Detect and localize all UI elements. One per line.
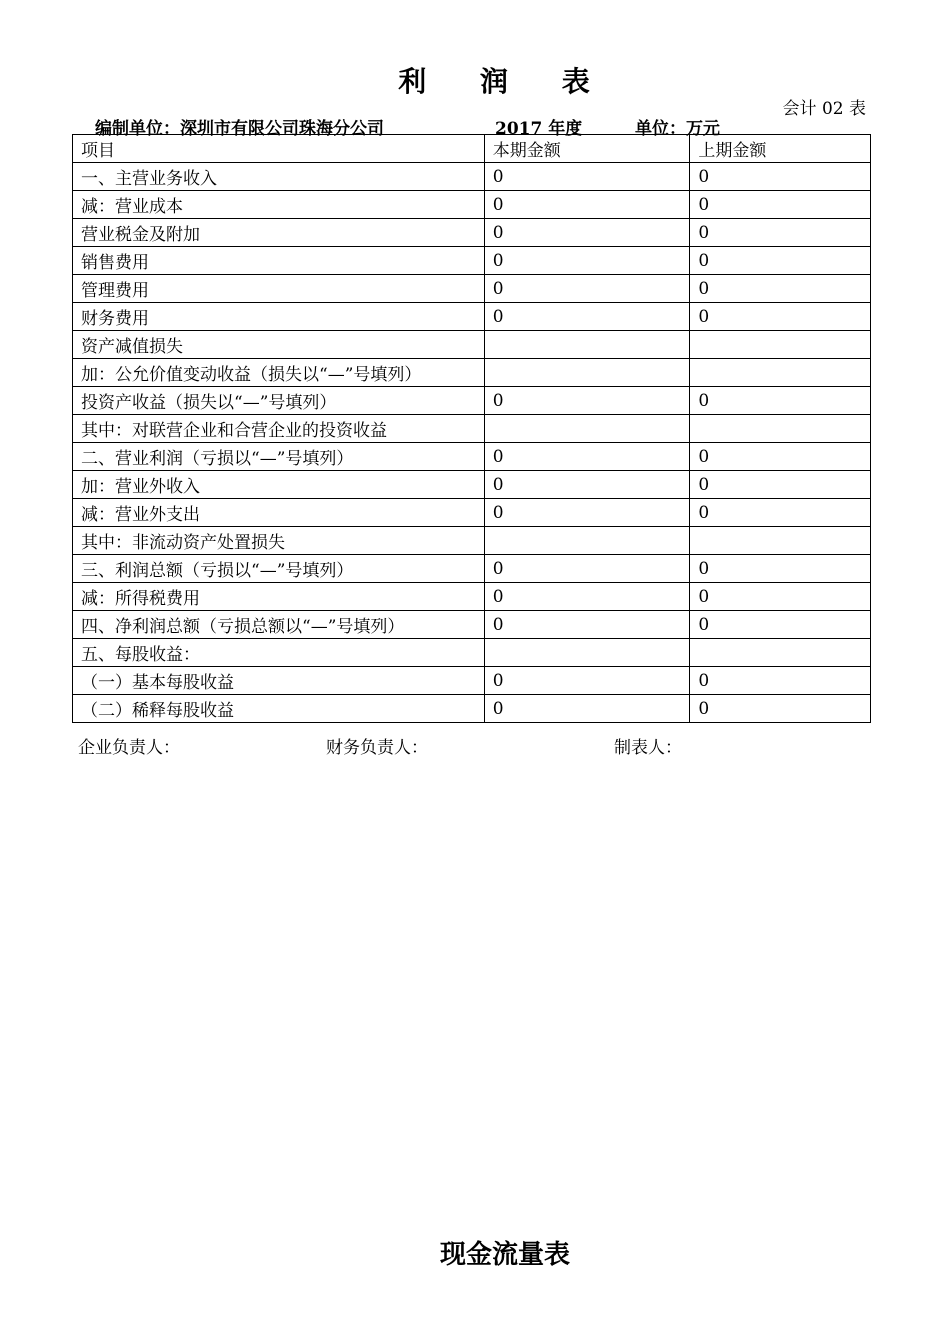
- row-previous-amount-cell: 0: [690, 303, 871, 331]
- row-current-amount-cell: 0: [484, 667, 690, 695]
- form-code: 会计 02 表: [782, 99, 866, 119]
- row-item-cell: 投资产收益（损失以“—”号填列）: [73, 387, 485, 415]
- preparing-unit: 编制单位：深圳市有限公司珠海分公司: [95, 119, 384, 139]
- row-previous-amount-cell: 0: [690, 499, 871, 527]
- income-statement-table: [72, 134, 871, 723]
- row-current-amount-cell: 0: [484, 499, 690, 527]
- row-current-amount-cell: [484, 359, 690, 387]
- row-item-cell: 二、营业利润（亏损以“—”号填列）: [73, 443, 485, 471]
- row-previous-amount-cell: 0: [690, 275, 871, 303]
- row-previous-amount-cell: 0: [690, 163, 871, 191]
- row-current-amount-cell: 0: [484, 163, 690, 191]
- finance-head-label: 财务负责人：: [326, 738, 428, 758]
- table-row: [73, 443, 871, 471]
- table-row: [73, 499, 871, 527]
- row-current-amount-cell: 0: [484, 695, 690, 723]
- header-item: 项目: [73, 135, 485, 163]
- row-current-amount-cell: 0: [484, 387, 690, 415]
- table-row: [73, 527, 871, 555]
- row-item-cell: 减：营业外支出: [73, 499, 485, 527]
- table-row: [73, 667, 871, 695]
- row-current-amount-cell: [484, 527, 690, 555]
- table-row: [73, 639, 871, 667]
- row-current-amount-cell: 0: [484, 555, 690, 583]
- row-item-cell: （二）稀释每股收益: [73, 695, 485, 723]
- row-item-cell: 四、净利润总额（亏损总额以“—”号填列）: [73, 611, 485, 639]
- row-current-amount-cell: 0: [484, 191, 690, 219]
- page-title: 利 润 表: [398, 65, 612, 98]
- row-previous-amount-cell: 0: [690, 387, 871, 415]
- row-previous-amount-cell: 0: [690, 611, 871, 639]
- row-item-cell: 财务费用: [73, 303, 485, 331]
- table-row: [73, 247, 871, 275]
- table-row: [73, 331, 871, 359]
- row-current-amount-cell: 0: [484, 443, 690, 471]
- header-previous-amount: 上期金额: [690, 135, 871, 163]
- table-row: [73, 695, 871, 723]
- row-item-cell: 其中：对联营企业和合营企业的投资收益: [73, 415, 485, 443]
- row-current-amount-cell: 0: [484, 303, 690, 331]
- table-row: [73, 275, 871, 303]
- row-previous-amount-cell: 0: [690, 247, 871, 275]
- row-current-amount-cell: 0: [484, 275, 690, 303]
- row-previous-amount-cell: [690, 527, 871, 555]
- header-current-amount: 本期金额: [484, 135, 690, 163]
- row-item-cell: 销售费用: [73, 247, 485, 275]
- row-item-cell: 营业税金及附加: [73, 219, 485, 247]
- table-row: [73, 611, 871, 639]
- row-previous-amount-cell: [690, 331, 871, 359]
- row-current-amount-cell: 0: [484, 219, 690, 247]
- row-current-amount-cell: [484, 639, 690, 667]
- row-current-amount-cell: 0: [484, 471, 690, 499]
- table-row: [73, 303, 871, 331]
- table-row: [73, 163, 871, 191]
- row-item-cell: 减：所得税费用: [73, 583, 485, 611]
- row-previous-amount-cell: [690, 415, 871, 443]
- row-current-amount-cell: [484, 415, 690, 443]
- currency-unit: 单位：万元: [635, 119, 720, 139]
- table-row: [73, 387, 871, 415]
- row-previous-amount-cell: [690, 639, 871, 667]
- table-header-row: [73, 135, 871, 163]
- row-current-amount-cell: 0: [484, 611, 690, 639]
- preparer-label: 制表人：: [614, 738, 682, 758]
- row-item-cell: （一）基本每股收益: [73, 667, 485, 695]
- row-current-amount-cell: 0: [484, 247, 690, 275]
- table-row: [73, 471, 871, 499]
- row-previous-amount-cell: 0: [690, 583, 871, 611]
- row-current-amount-cell: [484, 331, 690, 359]
- row-current-amount-cell: 0: [484, 583, 690, 611]
- row-previous-amount-cell: [690, 359, 871, 387]
- row-previous-amount-cell: 0: [690, 191, 871, 219]
- row-item-cell: 管理费用: [73, 275, 485, 303]
- row-previous-amount-cell: 0: [690, 471, 871, 499]
- row-previous-amount-cell: 0: [690, 443, 871, 471]
- row-previous-amount-cell: 0: [690, 667, 871, 695]
- row-previous-amount-cell: 0: [690, 555, 871, 583]
- row-item-cell: 其中：非流动资产处置损失: [73, 527, 485, 555]
- table-row: [73, 219, 871, 247]
- row-item-cell: 加：营业外收入: [73, 471, 485, 499]
- row-previous-amount-cell: 0: [690, 695, 871, 723]
- table-row: [73, 555, 871, 583]
- fiscal-year: 2017 年度: [495, 119, 583, 139]
- table-row: [73, 359, 871, 387]
- row-item-cell: 资产减值损失: [73, 331, 485, 359]
- row-item-cell: 一、主营业务收入: [73, 163, 485, 191]
- enterprise-head-label: 企业负责人：: [78, 738, 180, 758]
- table-row: [73, 415, 871, 443]
- row-item-cell: 减：营业成本: [73, 191, 485, 219]
- row-previous-amount-cell: 0: [690, 219, 871, 247]
- row-item-cell: 加：公允价值变动收益（损失以“—”号填列）: [73, 359, 485, 387]
- cash-flow-title: 现金流量表: [439, 1240, 570, 1270]
- row-item-cell: 三、利润总额（亏损以“—”号填列）: [73, 555, 485, 583]
- table-row: [73, 583, 871, 611]
- table-row: [73, 191, 871, 219]
- row-item-cell: 五、每股收益：: [73, 639, 485, 667]
